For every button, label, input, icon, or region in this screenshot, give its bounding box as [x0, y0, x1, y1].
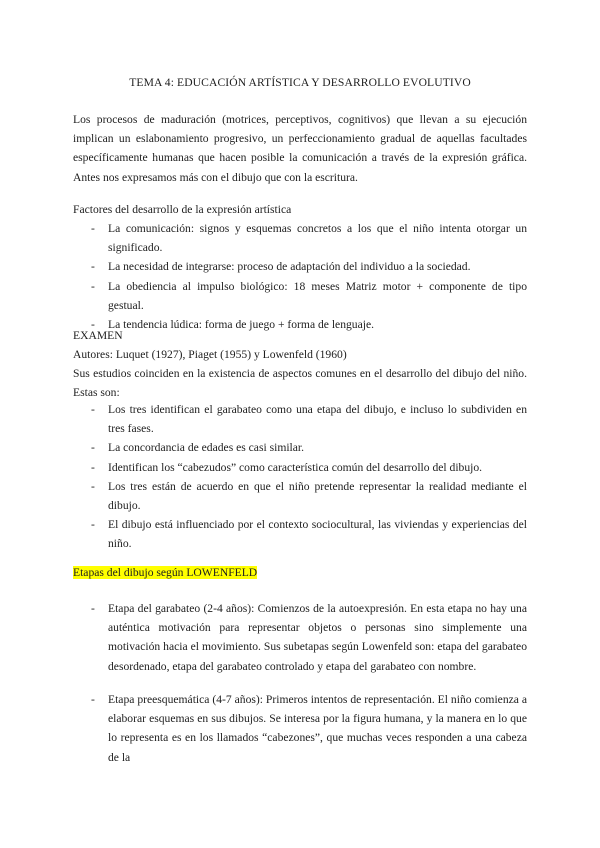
factores-heading: Factores del desarrollo de la expresión artística: [73, 203, 292, 216]
list-item: - Los tres identifican el garabateo como una etapa del dibujo, e incluso lo subdividen en tres fases.: [73, 400, 527, 438]
list-item: - La tendencia lúdica: forma de juego + forma de lenguaje.: [73, 315, 527, 334]
examen-list: [73, 400, 527, 554]
list-item: - La comunicación: signos y esquemas concretos a los que el niño intenta otorgar un significado.: [73, 219, 527, 257]
etapas-heading: [73, 563, 527, 582]
examen-intro: Sus estudios coinciden en la existencia de aspectos comunes en el desarrollo del dibujo del niño. Estas son:: [73, 367, 527, 400]
factores-list: [73, 219, 527, 334]
examen-heading: EXAMEN: [73, 329, 123, 342]
autores-line: Autores: Luquet (1927), Piaget (1955) y Lowenfeld (1960): [73, 348, 347, 361]
page-title: TEMA 4: EDUCACIÓN ARTÍSTICA Y DESARROLLO EVOLUTIVO: [129, 76, 471, 89]
list-item: - El dibujo está influenciado por el contexto sociocultural, las viviendas y experiencias del niño.: [73, 515, 527, 553]
list-item: - La concordancia de edades es casi similar.: [73, 438, 527, 457]
etapas-list-continued: [73, 690, 527, 767]
list-item: - Los tres están de acuerdo en que el niño pretende representar la realidad mediante el dibujo.: [73, 477, 527, 515]
etapas-heading-highlight: Etapas del dibujo según LOWENFELD: [73, 566, 258, 579]
etapas-list: [73, 599, 527, 676]
list-item: - Identifican los “cabezudos” como característica común del desarrollo del dibujo.: [73, 458, 527, 477]
list-item: - La obediencia al impulso biológico: 18 meses Matriz motor + componente de tipo gestual.: [73, 277, 527, 315]
list-item: - Etapa del garabateo (2-4 años): Comienzos de la autoexpresión. En esta etapa no hay una auténtica motivación para representar objetos o personas sino simplemente una motivación hacia el movimiento. Sus subetapas según Lowenfeld son: etapa del garabateo desordenado, etapa del garabateo controlado y etapa del garabateo con nombre.: [73, 599, 527, 676]
list-item: - Etapa preesquemática (4-7 años): Primeros intentos de representación. El niño comienza a elaborar esquemas en sus dibujos. Se interesa por la figura humana, y la manera en lo que lo representa es en los llamados “cabezones”, que muchas veces responden a una cabeza de la: [73, 690, 527, 767]
list-item: - La necesidad de integrarse: proceso de adaptación del individuo a la sociedad.: [73, 257, 527, 276]
intro-paragraph: Los procesos de maduración (motrices, perceptivos, cognitivos) que llevan a su ejecución implican un eslabonamiento progresivo, un perfeccionamiento gradual de aquellas facultades específicamente humanas que hacen posible la comunicación a través de la expresión gráfica. Antes nos expresamos más con el dibujo que con la escritura.: [73, 113, 527, 184]
